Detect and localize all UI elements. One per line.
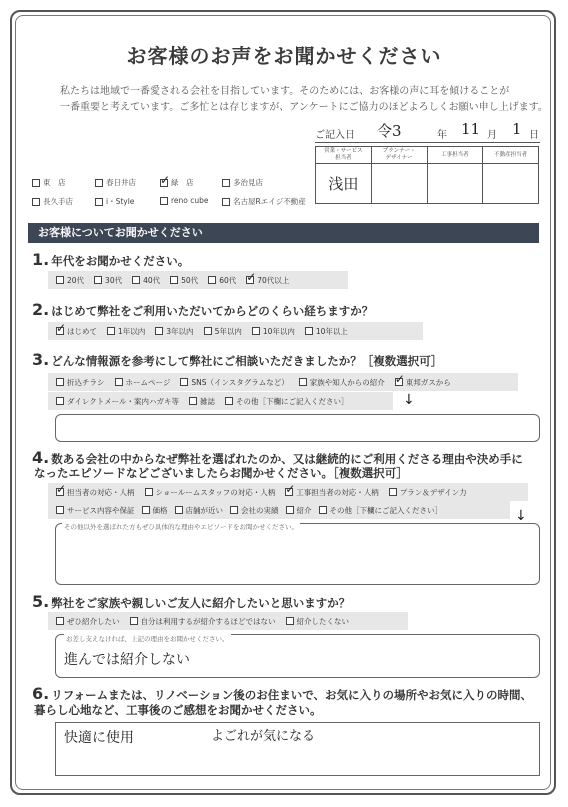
q1-option[interactable]: 60代 — [208, 275, 236, 286]
intro-line-2: 一番重要と考えています。ご多忙とは存じますが、アンケートにご協力のほどよろしくお願い申し上げます。 — [60, 102, 548, 113]
checkbox-checked-icon — [395, 378, 403, 386]
checkbox-icon — [225, 397, 233, 405]
q1-text: 1. 年代をお聞かせください。 — [32, 250, 190, 269]
q3-options-row2 — [48, 392, 393, 410]
staff-head-realestate: 不動産担当者 — [483, 147, 538, 164]
q5-text: 5. 弊社をご家族や親しいご友人に紹介したいと思いますか？ — [32, 592, 351, 611]
checkbox-icon — [56, 617, 64, 625]
q4-option[interactable]: その他［下欄にご記入ください］ — [319, 505, 443, 516]
q4-option[interactable]: ✓ 担当者の対応・人柄 — [56, 487, 135, 498]
checkbox-icon — [230, 506, 238, 514]
year-unit: 年 — [437, 130, 447, 141]
checkbox-icon — [142, 506, 150, 514]
q4-option[interactable]: プラン＆デザイン力 — [389, 487, 467, 498]
intro-line-1: 私たちは地域で一番愛される会社を目指しています。そのためには、お客様の声に耳を傾けることが — [60, 86, 510, 97]
q3-option[interactable]: 折込チラシ — [56, 377, 105, 388]
checkbox-icon — [286, 617, 294, 625]
date-row — [315, 120, 540, 143]
q5-answer: 進んでは紹介しない — [64, 652, 190, 668]
checkbox-icon — [115, 378, 123, 386]
q5-option[interactable]: 自分は利用するが紹介するほどではない — [130, 616, 276, 627]
checkbox-icon — [189, 397, 197, 405]
checkbox-icon — [222, 198, 230, 206]
q2-option[interactable]: ✓ はじめて — [56, 326, 97, 337]
day-unit: 日 — [529, 130, 539, 141]
q5-answer-box[interactable] — [55, 634, 540, 678]
q5-option[interactable]: 紹介したくない — [286, 616, 350, 627]
checkbox-icon — [56, 397, 64, 405]
survey-title: お客様のお声をお聞かせください — [126, 44, 442, 68]
q6-answer-2: よごれが気になる — [211, 729, 316, 744]
q3-option[interactable]: ✓ 東邦ガスから — [395, 377, 451, 388]
checkbox-icon — [175, 506, 183, 514]
checkbox-icon — [94, 276, 102, 284]
q4-text-1: 4. 数ある会社の中からなぜ弊社を選ばれたのか、又は継続的にご利用くださる理由や決め手に — [32, 448, 523, 467]
store-midori[interactable]: ✓ 緑 店 — [160, 177, 194, 188]
q3-option[interactable]: ダイレクトメール・案内ハガキ等 — [56, 396, 179, 407]
checkbox-checked-icon — [56, 327, 64, 335]
q5-option[interactable]: ぜひ紹介したい — [56, 616, 120, 627]
q2-option[interactable]: 10年以上 — [305, 326, 348, 337]
q4-option[interactable]: ✓ 工事担当者の対応・人柄 — [285, 487, 379, 498]
date-label: ご記入日 — [315, 130, 355, 141]
section-header: お客様についてお聞かせください — [28, 223, 539, 243]
checkbox-checked-icon — [285, 488, 293, 496]
checkbox-icon — [208, 276, 216, 284]
date-month[interactable]: 11 — [461, 120, 481, 138]
down-arrow-icon: ↓ — [403, 392, 415, 408]
q3-option[interactable]: その他［下欄にご記入ください］ — [225, 396, 349, 407]
q1-option[interactable]: 30代 — [94, 275, 122, 286]
checkbox-icon — [130, 617, 138, 625]
staff-col-construction — [428, 147, 484, 203]
staff-col-sales — [316, 147, 372, 203]
checkbox-icon — [299, 378, 307, 386]
q6-text-2: 暮らし心地など、工事後のご感想をお聞かせください。 — [34, 703, 322, 717]
q2-text: 2. はじめて弊社をご利用いただいてからどのくらい経ちますか？ — [32, 300, 374, 319]
checkbox-icon — [145, 488, 153, 496]
staff-head-planner: プランナー・ デザイナー — [372, 147, 427, 164]
store-renocube[interactable]: reno cube — [160, 196, 209, 205]
checkbox-icon — [170, 276, 178, 284]
checkbox-icon — [56, 378, 64, 386]
q6-text-1: 6. リフォームまたは、リノベーション後のお住まいで、お気に入りの場所やお気に入りの時間、 — [32, 684, 533, 703]
checkbox-icon — [252, 327, 260, 335]
checkbox-icon — [132, 276, 140, 284]
checkbox-checked-icon — [56, 488, 64, 496]
q4-note: その他以外を選ばれた方もぜひ具体的な理由やエピソードをお聞かせください。 — [64, 523, 298, 531]
q2-option[interactable]: 3年以内 — [155, 326, 193, 337]
staff-col-planner — [372, 147, 428, 203]
q4-options-row1 — [48, 483, 528, 501]
staff-value-sales[interactable]: 浅田 — [328, 175, 359, 193]
checkbox-icon — [155, 327, 163, 335]
q4-option[interactable]: ショールームスタッフの対応・人柄 — [145, 487, 276, 498]
q4-answer-box[interactable] — [55, 523, 540, 585]
staff-value-planner[interactable] — [372, 164, 427, 203]
q4-options-row2 — [48, 501, 510, 519]
staff-head-construction: 工事担当者 — [428, 147, 483, 164]
store-nagoya-rage[interactable]: 名古屋Rエイジ不動産 — [222, 196, 306, 207]
staff-table — [315, 146, 539, 204]
q1-option[interactable]: ✓ 70代以上 — [246, 275, 289, 286]
q5-note: お差し支えなければ、上記の理由をお聞かせください。 — [66, 635, 229, 643]
q4-option[interactable]: 店舗が近い — [175, 505, 224, 516]
checkbox-icon — [107, 327, 115, 335]
checkbox-icon — [95, 179, 103, 187]
checkbox-checked-icon — [160, 179, 168, 187]
store-nagakute[interactable]: 長久手店 — [32, 196, 73, 207]
q1-option[interactable]: 50代 — [170, 275, 198, 286]
q3-answer-box[interactable] — [55, 414, 540, 442]
staff-head-sales: 営業・サービス 担当者 — [316, 147, 371, 164]
q2-option[interactable]: 5年以内 — [204, 326, 242, 337]
staff-value-realestate[interactable] — [483, 164, 538, 203]
q3-option[interactable]: SNS（インスタグラムなど） — [180, 377, 288, 388]
q2-option[interactable]: 1年以内 — [107, 326, 145, 337]
q3-option[interactable]: ホームページ — [115, 377, 171, 388]
staff-col-realestate — [483, 147, 538, 203]
checkbox-icon — [204, 327, 212, 335]
checkbox-icon — [95, 198, 103, 206]
checkbox-icon — [286, 506, 294, 514]
checkbox-icon — [319, 506, 327, 514]
q3-text: 3. どんな情報源を参考にして弊社にご相談いただきましたか？［複数選択可］ — [32, 350, 443, 369]
checkbox-checked-icon — [246, 276, 254, 284]
q3-option[interactable]: 雑誌 — [189, 396, 215, 407]
store-kasugai[interactable]: 春日井店 — [95, 177, 136, 188]
q6-answer-1: 快適に使用 — [64, 730, 134, 746]
store-higashi[interactable]: 東 店 — [32, 177, 66, 188]
q1-option[interactable]: 20代 — [56, 275, 84, 286]
q2-options — [48, 322, 423, 340]
q1-option[interactable]: 40代 — [132, 275, 160, 286]
checkbox-icon — [305, 327, 313, 335]
month-unit: 月 — [487, 130, 497, 141]
checkbox-icon — [32, 198, 40, 206]
q3-option[interactable]: 家族や知人からの紹介 — [299, 377, 385, 388]
checkbox-icon — [56, 506, 64, 514]
checkbox-icon — [222, 179, 230, 187]
q4-option[interactable]: サービス内容や保証 — [56, 505, 135, 516]
checkbox-icon — [160, 197, 168, 205]
checkbox-icon — [56, 276, 64, 284]
q4-option[interactable]: 紹介 — [286, 505, 312, 516]
staff-value-construction[interactable] — [428, 164, 483, 203]
store-istyle[interactable]: i・Style — [95, 196, 134, 207]
down-arrow-icon: ↓ — [515, 508, 527, 524]
checkbox-icon — [180, 378, 188, 386]
q2-option[interactable]: 10年以内 — [252, 326, 295, 337]
date-era[interactable]: 令3 — [377, 122, 402, 140]
q4-option[interactable]: 価格 — [142, 505, 168, 516]
q5-options — [48, 612, 408, 630]
checkbox-icon — [389, 488, 397, 496]
q3-options-row1 — [48, 373, 518, 391]
q4-text-2: なったエピソードなどございましたらお聞かせください。［複数選択可］ — [34, 466, 408, 480]
store-tajimi[interactable]: 多治見店 — [222, 177, 263, 188]
q1-options — [48, 271, 348, 289]
q6-answer-box[interactable] — [55, 722, 540, 776]
date-day[interactable]: 1 — [512, 120, 522, 138]
q4-option[interactable]: 会社の実績 — [230, 505, 279, 516]
checkbox-icon — [32, 179, 40, 187]
